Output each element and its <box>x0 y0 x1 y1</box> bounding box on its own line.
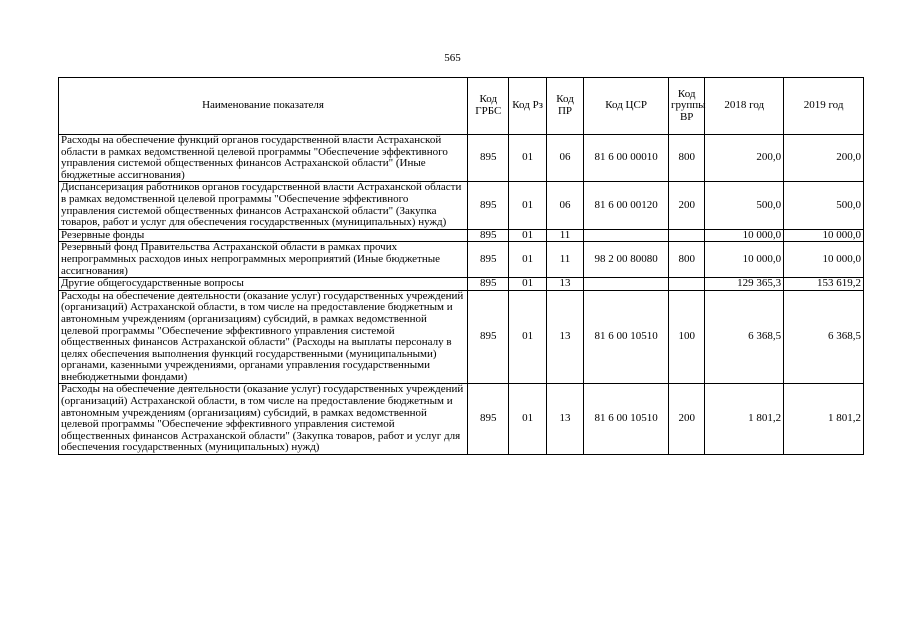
row-vr: 100 <box>669 290 705 384</box>
row-rz: 01 <box>509 182 546 229</box>
row-csr: 81 6 00 10510 <box>584 384 669 455</box>
row-rz: 01 <box>509 242 546 278</box>
row-name: Резервные фонды <box>59 229 468 242</box>
row-vr <box>669 278 705 291</box>
row-2019: 10 000,0 <box>784 242 864 278</box>
row-pr: 13 <box>546 290 583 384</box>
row-pr: 06 <box>546 135 583 182</box>
row-2019: 200,0 <box>784 135 864 182</box>
row-name: Расходы на обеспечение деятельности (оказание услуг) государственных учреждений (организаций) Астраханской области, в том числе на предоставление бюджетным и автономным учреждениям (организациям) субсидий, в рамках ведомственной целевой программы "Обеспечение эффективного управления системой общественных финансов Астраханской области" (Закупка товаров, работ и услуг для обеспечения государственных (муниципальных) нужд) <box>59 384 468 455</box>
row-csr <box>584 229 669 242</box>
header-grbs: Код ГРБС <box>468 78 509 135</box>
row-vr: 800 <box>669 242 705 278</box>
page-number: 565 <box>444 52 461 64</box>
row-name: Расходы на обеспечение деятельности (оказание услуг) государственных учреждений (организаций) Астраханской области, в том числе на предоставление бюджетным и автономным учреждениям (организациям) субсидий, в рамках ведомственной целевой программы "Обеспечение эффективного управления системой общественных финансов Астраханской области" (Расходы на выплаты персоналу в целях обеспечения выполнения функций государственными (муниципальными) органами, казенными учреждениями, органами управления государственными внебюджетными фондами) <box>59 290 468 384</box>
row-2019: 500,0 <box>784 182 864 229</box>
row-2018: 200,0 <box>705 135 784 182</box>
table-row <box>59 384 864 455</box>
table-row <box>59 229 864 242</box>
row-2019: 1 801,2 <box>784 384 864 455</box>
row-rz: 01 <box>509 290 546 384</box>
table-row <box>59 278 864 291</box>
row-2018: 6 368,5 <box>705 290 784 384</box>
header-pr: Код ПР <box>546 78 583 135</box>
row-pr: 13 <box>546 278 583 291</box>
row-pr: 06 <box>546 182 583 229</box>
row-2018: 10 000,0 <box>705 229 784 242</box>
header-rz: Код Рз <box>509 78 546 135</box>
row-rz: 01 <box>509 384 546 455</box>
row-2019: 6 368,5 <box>784 290 864 384</box>
row-vr: 200 <box>669 384 705 455</box>
table-row <box>59 135 864 182</box>
row-vr <box>669 229 705 242</box>
table-row <box>59 182 864 229</box>
header-name: Наименование показателя <box>59 78 468 135</box>
row-name: Диспансеризация работников органов государственной власти Астраханской области в рамках ведомственной целевой программы "Обеспечение эффективного управления системой общественных финансов Астраханской области" (Закупка товаров, работ и услуг для обеспечения государственных (муниципальных) нужд) <box>59 182 468 229</box>
row-grbs: 895 <box>468 278 509 291</box>
row-pr: 13 <box>546 384 583 455</box>
header-csr: Код ЦСР <box>584 78 669 135</box>
row-csr: 81 6 00 00120 <box>584 182 669 229</box>
row-2018: 1 801,2 <box>705 384 784 455</box>
header-2018: 2018 год <box>705 78 784 135</box>
row-vr: 800 <box>669 135 705 182</box>
row-rz: 01 <box>509 278 546 291</box>
row-csr: 98 2 00 80080 <box>584 242 669 278</box>
header-2019: 2019 год <box>784 78 864 135</box>
row-vr: 200 <box>669 182 705 229</box>
row-name: Расходы на обеспечение функций органов государственной власти Астраханской области в рамках ведомственной целевой программы "Обеспечение эффективного управления системой общественных финансов Астраханской области" (Иные бюджетные ассигнования) <box>59 135 468 182</box>
row-grbs: 895 <box>468 384 509 455</box>
row-grbs: 895 <box>468 135 509 182</box>
row-2019: 153 619,2 <box>784 278 864 291</box>
row-grbs: 895 <box>468 290 509 384</box>
row-grbs: 895 <box>468 242 509 278</box>
row-name: Другие общегосударственные вопросы <box>59 278 468 291</box>
row-csr: 81 6 00 00010 <box>584 135 669 182</box>
row-rz: 01 <box>509 135 546 182</box>
row-grbs: 895 <box>468 182 509 229</box>
row-pr: 11 <box>546 229 583 242</box>
row-2018: 10 000,0 <box>705 242 784 278</box>
row-grbs: 895 <box>468 229 509 242</box>
row-name: Резервный фонд Правительства Астраханской области в рамках прочих непрограммных расходов иных непрограммных мероприятий (Иные бюджетные ассигнования) <box>59 242 468 278</box>
header-row <box>59 78 864 135</box>
row-rz: 01 <box>509 229 546 242</box>
row-2018: 500,0 <box>705 182 784 229</box>
row-2019: 10 000,0 <box>784 229 864 242</box>
row-csr: 81 6 00 10510 <box>584 290 669 384</box>
header-vr: Код группы ВР <box>669 78 705 135</box>
row-2018: 129 365,3 <box>705 278 784 291</box>
table-row <box>59 290 864 384</box>
row-pr: 11 <box>546 242 583 278</box>
row-csr <box>584 278 669 291</box>
budget-table <box>58 77 864 455</box>
table-row <box>59 242 864 278</box>
